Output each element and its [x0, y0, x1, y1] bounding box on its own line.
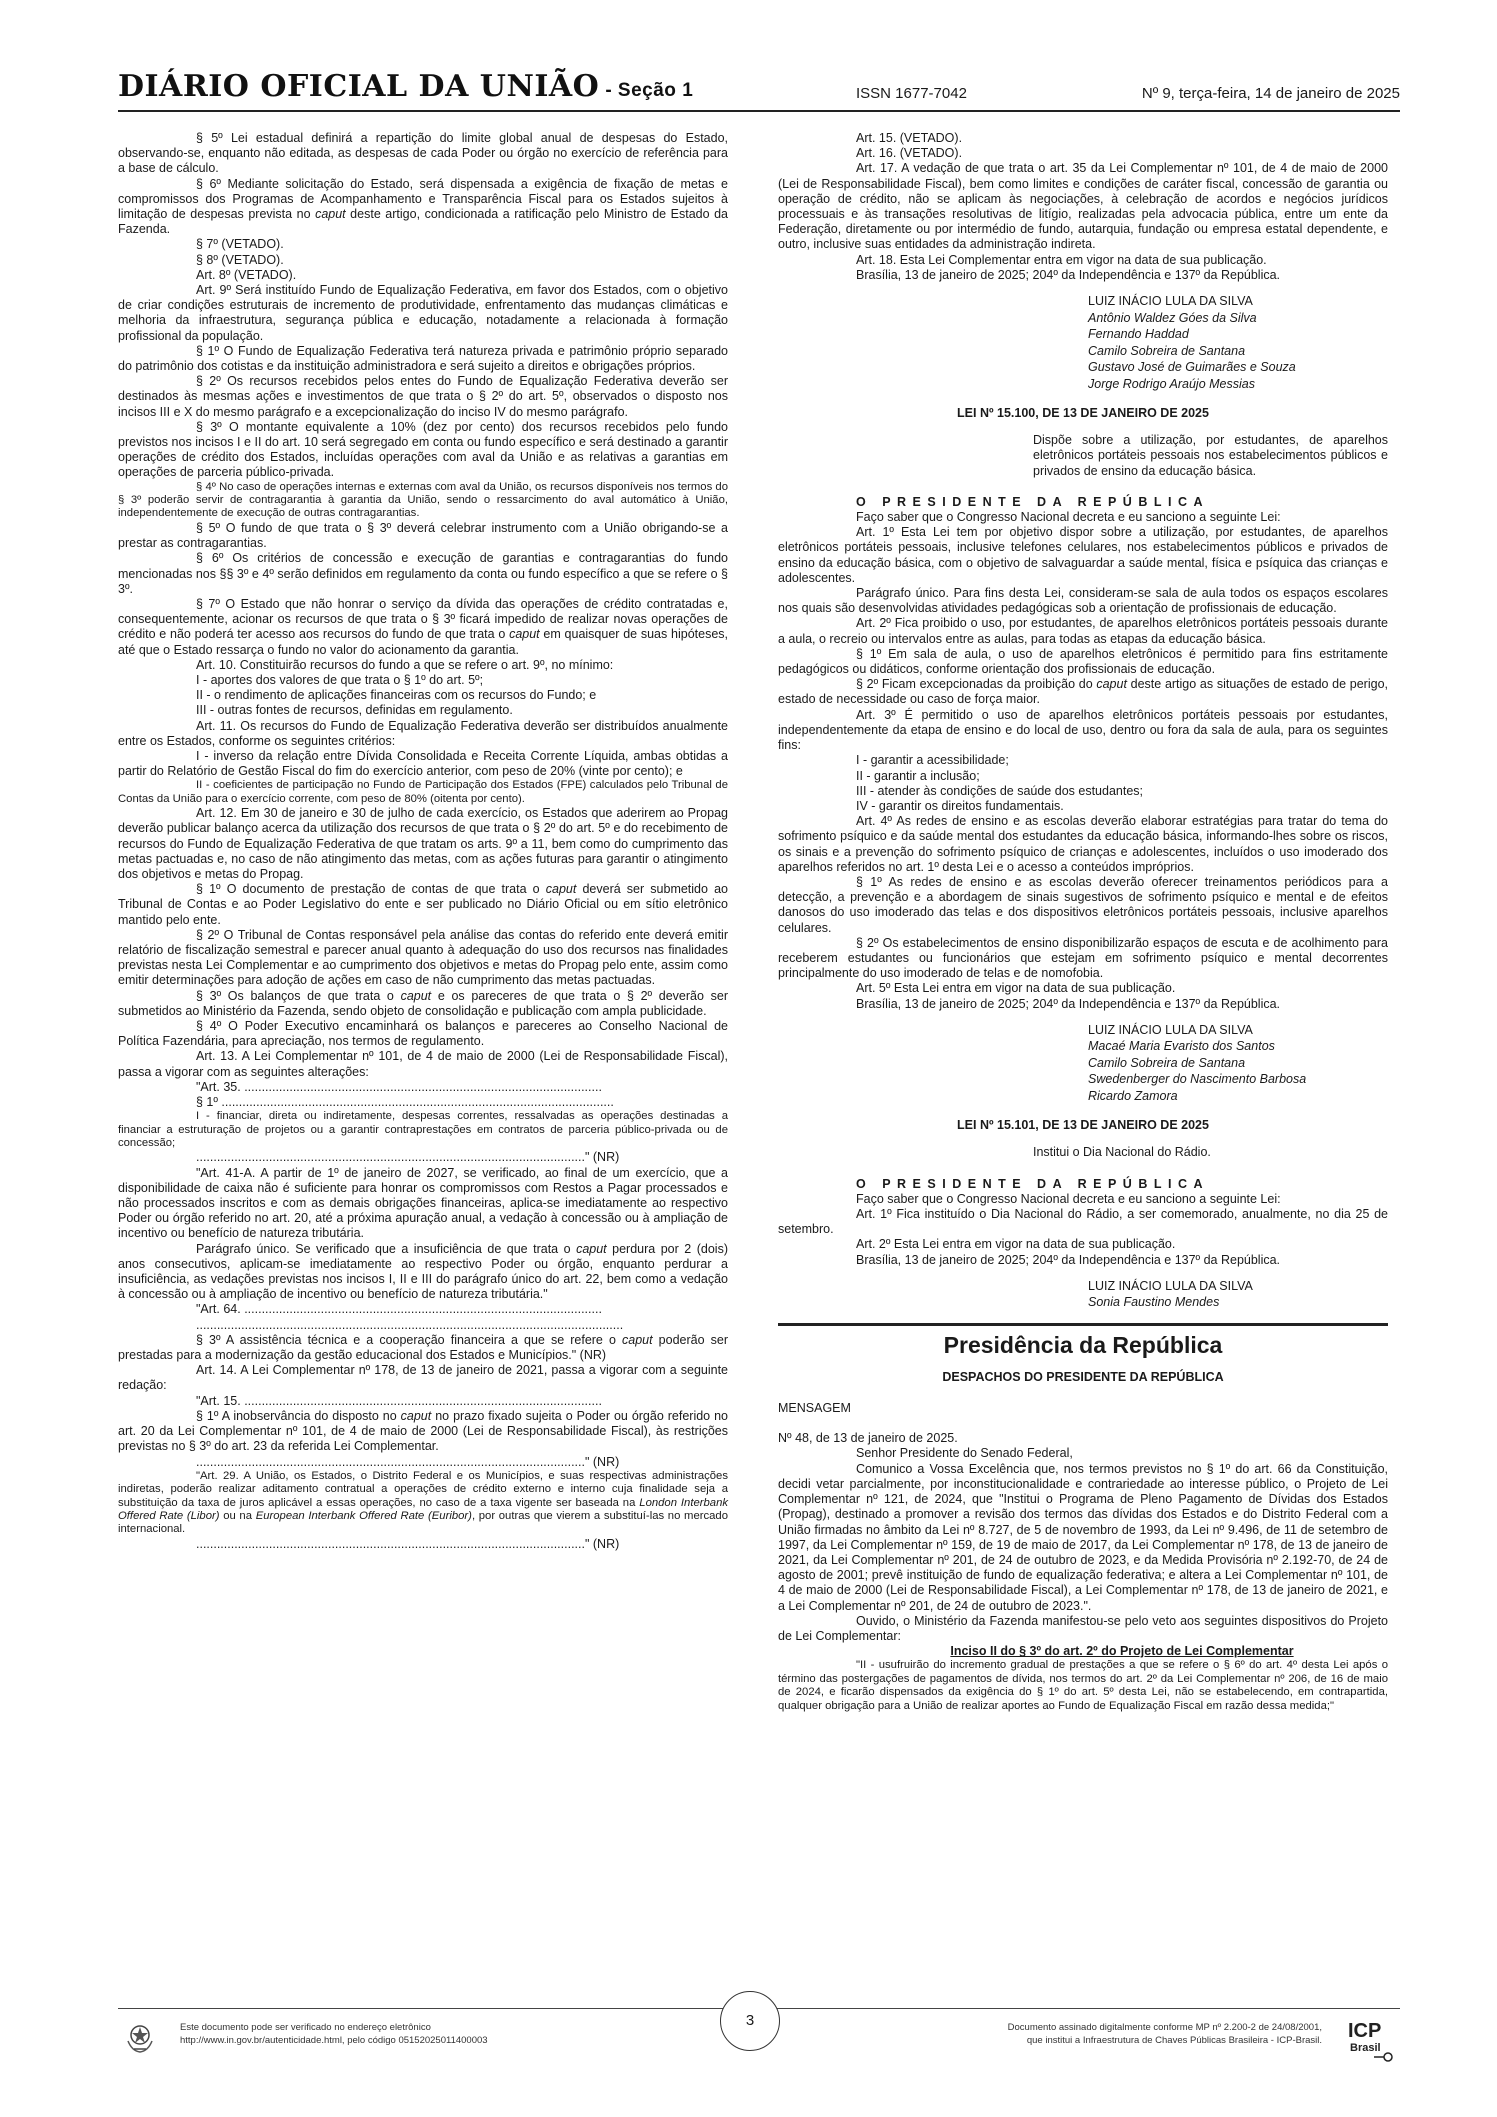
paragraph: § 2º Os recursos recebidos pelos entes do Fundo de Equalização Federativa deverão ser destinados às mesmas ações e investimentos de que trata o § 2º do art. 5º, observados o disposto nos incisos III e X do mesmo parágrafo e a excepcionalização do inciso IV do mesmo parágrafo. — [118, 374, 728, 419]
paragraph: § 3º A assistência técnica e a cooperação financeira a que se refere o caput poderão ser prestadas para a modernização da gestão educacional dos Estados e Municípios." (NR) — [118, 1332, 728, 1363]
paragraph: Parágrafo único. Se verificado que a insuficiência de que trata o caput perdura por 2 (dois) anos consecutivos, aplicam-se imediatamente ao respectivo Poder ou órgão, enquanto perdurar a insuficiência, as vedações previstas nos incisos I, II e III do parágrafo único do art. 22, bem como a vedação à concessão ou à ampliação de incentivo ou benefício de natureza tributária." — [118, 1241, 728, 1302]
left-column — [118, 131, 728, 2001]
signatures — [1088, 1022, 1388, 1105]
paragraph: § 1º ................................................................................................................. — [196, 1095, 614, 1110]
paragraph: Art. 10. Constituirão recursos do fundo a que se refere o art. 9º, no mínimo: — [196, 657, 614, 672]
paragraph: II - garantir a inclusão; — [856, 768, 980, 783]
paragraph: II - coeficientes de participação no Fundo de Participação dos Estados (FPE) calculados pelo Tribunal de Contas da União para o exercício corrente, com peso de 80% (oitenta por cento). — [118, 779, 728, 805]
section-heading: Presidência da República — [778, 1323, 1388, 1362]
paragraph: § 3º Os balanços de que trata o caput e os pareceres de que trata o § 2º deverão ser submetidos ao Ministério da Fazenda, sendo objeto de consolidação e publicação com ampla publicidade. — [118, 988, 728, 1018]
issn: ISSN 1677-7042 — [856, 85, 967, 102]
signature-name: Swedenberger do Nascimento Barbosa — [1088, 1072, 1307, 1087]
icp-brasil-logo-icon — [1344, 2013, 1396, 2065]
paragraph: Art. 11. Os recursos do Fundo de Equalização Federativa deverão ser distribuídos anualmente entre os Estados, conforme os seguintes critérios: — [118, 718, 728, 748]
page-header — [118, 66, 1400, 112]
paragraph: § 6º Mediante solicitação do Estado, será dispensada a exigência de fixação de metas e compromissos dos Programas de Acompanhamento e Transparência Fiscal para os Estados sujeitos à limitação de despesas prevista no caput deste artigo, condicionada a ratificação pelo Ministro de Estado da Fazenda. — [118, 176, 728, 237]
signature-name: Camilo Sobreira de Santana — [1088, 343, 1246, 358]
paragraph: Parágrafo único. Para fins desta Lei, consideram-se sala de aula todos os espaços escolares nos quais são desenvolvidas atividades pedagógicas sob a orientação de profissionais de educação. — [778, 586, 1388, 616]
paragraph: Art. 3º É permitido o uso de aparelhos eletrônicos portáteis pessoais por estudantes, independentemente da etapa de ensino e do local de uso, dentro ou fora da sala de aula, para os seguintes fins: — [778, 707, 1388, 753]
paragraph: § 1º As redes de ensino e as escolas deverão oferecer treinamentos periódicos para a detecção, a prevenção e a abordagem de sinais sugestivos de sofrimento psíquico e mental e de efeitos danosos do uso imoderado das telas e dos dispositivos eletrônicos portáteis pessoais, inclusive aparelhos celulares. — [778, 874, 1388, 935]
paragraph: § 7º O Estado que não honrar o serviço da dívida das operações de crédito contratadas e, consequentemente, acionar os recursos de que trata o § 3º ficará impedido de realizar novas operações de crédito e não poderá ter acesso aos recursos do fundo de que trata o caput em quaisquer de suas hipóteses, até que o Estado ressarça o fundo no valor do acionamento da garantia. — [118, 596, 729, 657]
paragraph: Art. 15. (VETADO). — [856, 131, 963, 145]
law-ementa: Institui o Dia Nacional do Rádio. — [1033, 1145, 1211, 1160]
paragraph: ........................................................................................................................... — [196, 1317, 624, 1332]
paragraph: Faço saber que o Congresso Nacional decreta e eu sanciono a seguinte Lei: — [856, 510, 1281, 525]
verification-note — [180, 2021, 488, 2047]
paragraph: Art. 12. Em 30 de janeiro e 30 de julho de cada exercício, os Estados que aderirem ao Propag deverão publicar balanço acerca da utilização dos recursos de que trata o § 2º do art. 5º e do recebimento de recursos do Fundo de Equalização Federativa de que tratam os arts. 9º a 11, bem como do cumprimento das metas pactuadas e, no caso de não atingimento das metas, com as ações futuras para garantir o atingimento dos objetivos e metas do Propag. — [118, 806, 728, 881]
paragraph: "Art. 41-A. A partir de 1º de janeiro de 2027, se verificado, ao final de um exercício, que a disponibilidade de caixa não é suficiente para honrar os compromissos com Restos a Pagar processados e não processados inscritos e com as demais obrigações financeiras, aplica-se imediatamente ao respectivo Poder ou órgão referido no art. 20, até a próxima apuração anual, a vedação à concessão ou à ampliação de incentivo ou benefício de natureza tributária. — [118, 1165, 728, 1241]
signature-name: LUIZ INÁCIO LULA DA SILVA — [1088, 1022, 1253, 1037]
paragraph: Art. 16. (VETADO). — [856, 146, 963, 161]
paragraph: I - financiar, direta ou indiretamente, despesas correntes, ressalvadas as operações destinadas a financiar a estruturação de projetos ou a garantir contraprestações em contratos de parceria público-privada ou de concessão; — [118, 1110, 728, 1150]
paragraph: § 1º A inobservância do disposto no caput no prazo fixado sujeita o Poder ou órgão referido no art. 20 da Lei Complementar nº 101, de 4 de maio de 2000 (Lei de Responsabilidade Fiscal), às restrições previstas no § 3º do art. 23 da referida Lei Complementar. — [118, 1408, 728, 1454]
journal-title: DIÁRIO OFICIAL DA UNIÃO — [118, 69, 600, 104]
paragraph: ................................................................................................................" (NR) — [196, 1536, 620, 1551]
signature-name: Sonia Faustino Mendes — [1088, 1295, 1220, 1310]
paragraph: ................................................................................................................" (NR) — [196, 1150, 620, 1165]
subsection-heading: DESPACHOS DO PRESIDENTE DA REPÚBLICA — [942, 1369, 1224, 1384]
paragraph: § 8º (VETADO). — [196, 252, 284, 267]
signature-name: Macaé Maria Evaristo dos Santos — [1088, 1039, 1275, 1054]
paragraph: Ouvido, o Ministério da Fazenda manifestou-se pelo veto aos seguintes dispositivos do Projeto de Lei Complementar: — [778, 1613, 1388, 1643]
masthead — [118, 69, 693, 104]
paragraph: Art. 17. A vedação de que trata o art. 35 da Lei Complementar nº 101, de 4 de maio de 2000 (Lei de Responsabilidade Fiscal), bem como limites e condições de caráter fiscal, concessão de garantia ou operação de crédito, não se aplicam às negociações, à celebração de acordos e negócios jurídicos processuais e às transações resolutivas de litígio, realizadas pela advocacia pública, entre um ente da Federação, diretamente ou por intermédio de fundo, autarquia, fundação ou empresa estatal dependente, e outro, inclusive suas entidades da administração indireta. — [778, 161, 1388, 252]
page-number: 3 — [720, 1991, 780, 2051]
presidente-heading: O PRESIDENTE DA REPÚBLICA — [856, 1176, 1210, 1191]
paragraph: Art. 1º Esta Lei tem por objetivo dispor sobre a utilização, por estudantes, de aparelhos eletrônicos portáteis pessoais, inclusive telefones celulares, nos estabelecimentos públicos e privados de ensino da educação básica, com o objetivo de salvaguardar a saúde mental, física e psíquica das crianças e adolescentes. — [778, 525, 1388, 585]
footer-text: Este documento pode ser verificado no endereço eletrônico — [180, 2022, 431, 2033]
right-column — [778, 131, 1388, 2001]
signature-note — [1008, 2021, 1322, 2047]
paragraph: Brasília, 13 de janeiro de 2025; 204º da Independência e 137º da República. — [856, 1252, 1281, 1267]
paragraph: § 2º Ficam excepcionadas da proibição do caput deste artigo as situações de estado de perigo, estado de necessidade ou caso de força maior. — [778, 677, 1389, 707]
paragraph: Brasília, 13 de janeiro de 2025; 204º da Independência e 137º da República. — [856, 267, 1281, 282]
paragraph: Art. 8º (VETADO). — [196, 267, 297, 282]
message-number: Nº 48, de 13 de janeiro de 2025. — [778, 1431, 958, 1446]
paragraph: Art. 1º Fica instituído o Dia Nacional do Rádio, a ser comemorado, anualmente, no dia 25 de setembro. — [778, 1207, 1388, 1237]
paragraph: Art. 13. A Lei Complementar nº 101, de 4 de maio de 2000 (Lei de Responsabilidade Fiscal), passa a vigorar com as seguintes alterações: — [118, 1049, 728, 1079]
paragraph: Art. 14. A Lei Complementar nº 178, de 13 de janeiro de 2021, passa a vigorar com a seguinte redação: — [118, 1363, 728, 1393]
paragraph: ................................................................................................................" (NR) — [196, 1454, 620, 1469]
footer-text: que institui a Infraestrutura de Chaves Públicas Brasileira - ICP-Brasil. — [1026, 2035, 1322, 2046]
paragraph: § 1º Em sala de aula, o uso de aparelhos eletrônicos é permitido para fins estritamente pedagógicos ou didáticos, conforme orientação dos profissionais de educação. — [778, 646, 1388, 677]
signature-name: LUIZ INÁCIO LULA DA SILVA — [1088, 1278, 1253, 1293]
signature-name: Ricardo Zamora — [1088, 1088, 1178, 1103]
verification-link[interactable]: http://www.in.gov.br/autenticidade.html, pelo código 05152025011400003 — [180, 2035, 488, 2046]
paragraph: Comunico a Vossa Excelência que, nos termos previstos no § 1º do art. 66 da Constituição, decidi vetar parcialmente, por inconstitucionalidade e contrariedade ao interesse público, o Projeto de Lei Complementar nº 121, de 2024, que "Institui o Programa de Pleno Pagamento de Dívidas dos Estados (Propag), destinado a promover a revisão dos termos das dívidas dos Estados e do Distrito Federal com a União firmadas no âmbito da Lei nº 8.727, de 5 de novembro de 1993, da Lei nº 9.496, de 11 de setembro de 1997, da Lei Complementar nº 159, de 19 de maio de 2017, da Lei Complementar nº 178, de 13 de janeiro de 2021, da Lei Complementar nº 201, de 24 de outubro de 2023, e da Medida Provisória nº 2.192-70, de 24 de agosto de 2001; prevê instituição de fundo de equalização federativa; e altera a Lei Complementar nº 101, de 4 de maio de 2000 (Lei de Responsabilidade Fiscal), a Lei Complementar nº 178, de 13 de janeiro de 2021, e a Lei Complementar nº 201, de 24 de outubro de 2023.". — [778, 1461, 1388, 1613]
paragraph: "Art. 29. A União, os Estados, o Distrito Federal e os Municípios, e suas respectivas administrações indiretas, poderão realizar aditamento contratual a operações de crédito externo e interno cuja finalidade seja a substituição da taxa de juros aplicável a essas operações, no caso de a taxa vigente ser baseada na London Interbank Offered Rate (Libor) ou na European Interbank Offered Rate (Euribor), por outras que vierem a substituí-las no mercado internacional. — [118, 1469, 729, 1536]
signature-name: Camilo Sobreira de Santana — [1088, 1055, 1246, 1070]
paragraph: I - inverso da relação entre Dívida Consolidada e Receita Corrente Líquida, ambas obtidas a partir do Relatório de Gestão Fiscal do fim do exercício anterior, com peso de 20% (vinte por cento); e — [118, 748, 728, 779]
section-label: - Seção 1 — [605, 80, 694, 101]
paragraph: § 2º Os estabelecimentos de ensino disponibilizarão espaços de escuta e de acolhimento para receberem estudantes ou funcionários que estejam em sofrimento psíquico e mental decorrentes principalmente do uso imoderado de telas e de nomofobia. — [778, 935, 1388, 981]
paragraph: § 5º O fundo de que trata o § 3º deverá celebrar instrumento com a União obrigando-se a prestar as contragarantias. — [118, 520, 728, 551]
paragraph: III - outras fontes de recursos, definidas em regulamento. — [196, 703, 513, 718]
paragraph: § 7º (VETADO). — [196, 237, 284, 252]
paragraph: "Art. 15. ....................................................................................................... — [196, 1393, 602, 1408]
paragraph: § 6º Os critérios de concessão e execução de garantias e contragarantias do fundo mencionadas nos §§ 3º e 4º serão definidos em regulamento da conta ou fundo específico a que se refere o § 3º. — [118, 551, 728, 596]
law-title: LEI Nº 15.100, DE 13 DE JANEIRO DE 2025 — [957, 406, 1209, 421]
paragraph: Art. 2º Esta Lei entra em vigor na data de sua publicação. — [856, 1237, 1176, 1252]
paragraph: III - atender às condições de saúde dos estudantes; — [856, 783, 1143, 798]
salutation: Senhor Presidente do Senado Federal, — [856, 1446, 1073, 1461]
edition-date: Nº 9, terça-feira, 14 de janeiro de 2025 — [1141, 85, 1400, 102]
presidente-heading: O PRESIDENTE DA REPÚBLICA — [856, 494, 1210, 509]
paragraph: "Art. 64. ....................................................................................................... — [196, 1302, 602, 1317]
paragraph: § 4º No caso de operações internas e externas com aval da União, os recursos disponíveis nos termos do § 3º poderão servir de contragarantia à garantia da União, sendo o ressarcimento do aval automático à União, independentemente de execução de outras contragarantias. — [118, 480, 728, 520]
paragraph: § 1º O Fundo de Equalização Federativa terá natureza privada e patrimônio próprio separado do patrimônio dos cotistas e da instituição administradora e será sujeito a direitos e obrigações próprios. — [118, 343, 728, 374]
brazil-coat-of-arms-icon — [122, 2019, 158, 2055]
paragraph: § 2º O Tribunal de Contas responsável pela análise das contas do referido ente deverá emitir relatório de fiscalização semestral e parecer anual quanto à adequação do uso dos recursos nas finalidades previstas nesta Lei Complementar e ao cumprimento dos objetivos e metas do Propag pelo ente, assim como emitir determinações para adoção de ações em caso de não cumprimento das metas pactuadas. — [118, 927, 728, 988]
paragraph: Art. 2º Fica proibido o uso, por estudantes, de aparelhos eletrônicos portáteis pessoais durante a aula, o recreio ou intervalos entre as aulas, para todas as etapas da educação básica. — [778, 616, 1388, 646]
paragraph: Brasília, 13 de janeiro de 2025; 204º da Independência e 137º da República. — [856, 996, 1281, 1011]
signature-name: Gustavo José de Guimarães e Souza — [1088, 360, 1296, 375]
signature-name: Antônio Waldez Góes da Silva — [1088, 310, 1257, 325]
paragraph: § 1º O documento de prestação de contas de que trata o caput deverá ser submetido ao Tribunal de Contas e ao Poder Legislativo do ente e ser publicado no Diário Oficial ou em sítio eletrônico mantido pelo ente. — [118, 882, 728, 927]
footer-text: Documento assinado digitalmente conforme MP nº 2.200-2 de 24/08/2001, — [1007, 2022, 1322, 2033]
paragraph: Art. 9º Será instituído Fundo de Equalização Federativa, em favor dos Estados, com o objetivo de criar condições estruturais de incremento de produtividade, enfrentamento das mudanças climáticas e melhoria da infraestrutura, segurança pública e educação, notadamente a relacionada à formação profissional da população. — [118, 283, 728, 343]
paragraph: Art. 5º Esta Lei entra em vigor na data de sua publicação. — [856, 981, 1176, 996]
signature-name: Fernando Haddad — [1088, 327, 1189, 342]
paragraph: II - o rendimento de aplicações financeiras com os recursos do Fundo; e — [196, 688, 597, 703]
paragraph: "Art. 35. ....................................................................................................... — [196, 1079, 602, 1094]
signatures — [1088, 293, 1388, 392]
paragraph: IV - garantir os direitos fundamentais. — [856, 798, 1064, 813]
paragraph: Art. 4º As redes de ensino e as escolas deverão elaborar estratégias para tratar do tema do sofrimento psíquico e da saúde mental dos estudantes da educação básica, informando-lhes sobre os riscos, os sinais e a prevenção do sofrimento psíquico de crianças e adolescentes, incluídos o uso imoderado dos aparelhos referidos no art. 1º desta Lei e o acesso a conteúdos impróprios. — [778, 814, 1388, 874]
paragraph: Faço saber que o Congresso Nacional decreta e eu sanciono a seguinte Lei: — [856, 1191, 1281, 1206]
veto-heading: Inciso II do § 3º do art. 2º do Projeto de Lei Complementar — [950, 1644, 1294, 1659]
page-footer — [118, 2008, 1400, 2069]
paragraph: § 4º O Poder Executivo encaminhará os balanços e pareceres ao Conselho Nacional de Política Fazendária, para apreciação, nos termos de regulamento. — [118, 1019, 728, 1049]
signature-name: LUIZ INÁCIO LULA DA SILVA — [1088, 294, 1253, 309]
paragraph: Art. 18. Esta Lei Complementar entra em vigor na data de sua publicação. — [856, 252, 1267, 267]
signatures — [1088, 1278, 1388, 1311]
paragraph: I - garantir a acessibilidade; — [856, 753, 1009, 768]
law-ementa: Dispõe sobre a utilização, por estudantes, de aparelhos eletrônicos portáteis pessoais nos estabelecimentos públicos e privados de ensino da educação básica. — [1033, 433, 1388, 478]
law-title: LEI Nº 15.101, DE 13 DE JANEIRO DE 2025 — [957, 1118, 1209, 1133]
paragraph: § 3º O montante equivalente a 10% (dez por cento) dos recursos recebidos pelo fundo previstos nos incisos I e II do art. 10 será segregado em conta ou fundo específico e será destinado a garantir operações de crédito dos Estados, incluídas operações com aval da União e as relativas a garantias em operações de parceria público-privada. — [118, 419, 728, 480]
signature-name: Jorge Rodrigo Araújo Messias — [1088, 376, 1255, 391]
svg-text:ICP: ICP — [1348, 2020, 1382, 2042]
paragraph: I - aportes dos valores de que trata o § 1º do art. 5º; — [196, 672, 484, 687]
mensagem-label: MENSAGEM — [778, 1401, 851, 1416]
paragraph: § 5º Lei estadual definirá a repartição do limite global anual de despesas do Estado, observando-se, enquanto não editada, as despesas de cada Poder ou órgão no exercício de referência para a base de cálculo. — [118, 131, 728, 176]
svg-text:Brasil: Brasil — [1350, 2042, 1381, 2054]
paragraph: "II - usufruirão do incremento gradual de prestações a que se refere o § 6º do art. 4º desta Lei após o término das postergações de pagamentos de dívida, nos termos do art. 2º da Lei Complementar nº 206, de 16 de maio de 2024, e ficarão dispensados da exigência do § 1º do art. 5º desta Lei, não se estabelecendo, em contrapartida, qualquer obrigação para a União de realizar aportes ao Fundo de Equalização Fiscal em razão dessa medida;" — [778, 1659, 1388, 1712]
